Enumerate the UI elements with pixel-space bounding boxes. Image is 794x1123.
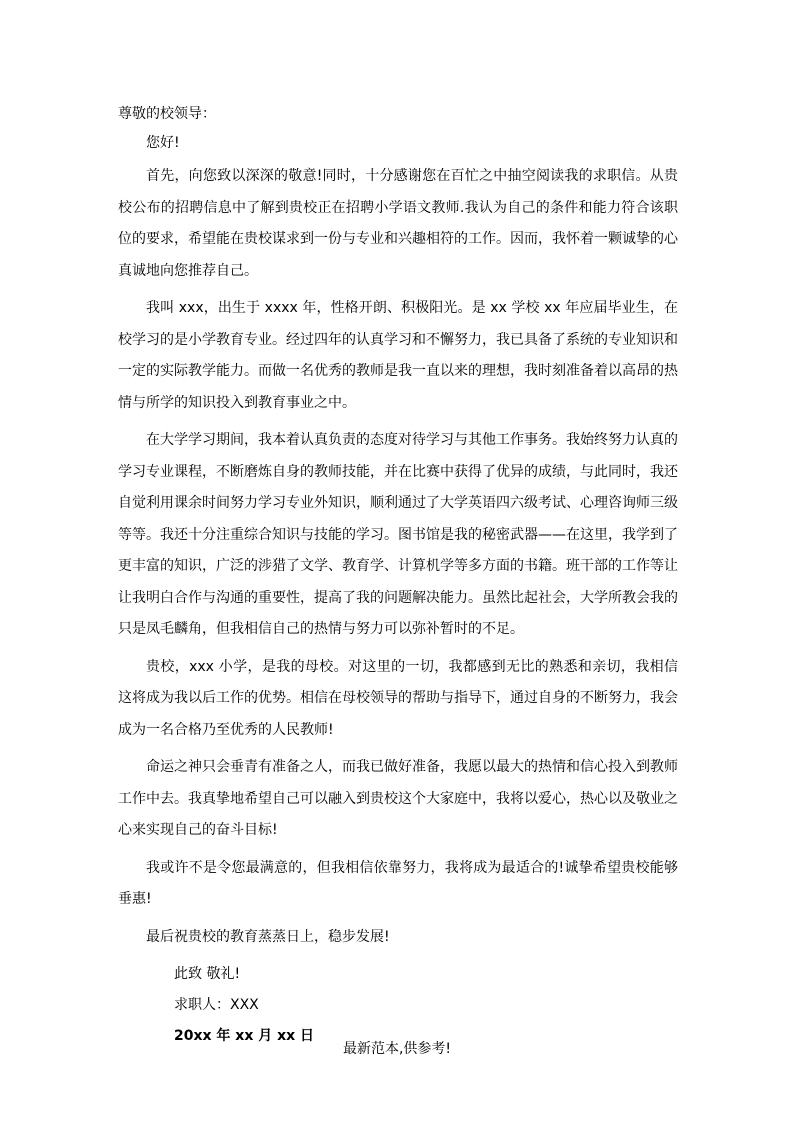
closing-regards: 此致 敬礼! [174,966,241,982]
paragraph-alma-mater: 贵校，xxx 小学，是我的母校。对这里的一切，我都感到无比的熟悉和亲切，我相信这将成为我以后工作的优势。相信在母校领导的帮助与指导下，通过自身的不断努力，我会成为一名合格乃至优秀的人民教师! [118,658,678,738]
letter-date: 20xx 年 xx 月 xx 日 [174,1028,315,1044]
signature: 求职人：XXX [174,997,259,1013]
paragraph-wishes: 最后祝贵校的教育蒸蒸日上，稳步发展! [146,928,390,945]
paragraph-background: 我叫 xxx，出生于 xxxx 年，性格开朗、积极阳光。是 xx 学校 xx 年应届毕业生，在校学习的是小学教育专业。经过四年的认真学习和不懈努力，我已具备了系统的专业知识和一定的实际教学能力。而做一名优秀的教师是我一直以来的理想，我时刻准备着以高昂的热情与所学的知识投入到教育事业之中。 [118,300,678,411]
footer-note: 最新范本,供参考! [342,1041,452,1057]
letter-body [118,101,678,1052]
paragraph-hope: 我或许不是令您最满意的，但我相信依靠努力，我将成为最适合的!诚挚希望贵校能够垂惠! [118,859,678,907]
paragraph-intro: 首先，向您致以深深的敬意!同时，十分感谢您在百忙之中抽空阅读我的求职信。从贵校公布的招聘信息中了解到贵校正在招聘小学语文教师.我认为自己的条件和能力符合该职位的要求，希望能在贵校谋求到一份与专业和兴趣相符的工作。因而，我怀着一颗诚挚的心真诚地向您推荐自己。 [118,168,678,279]
salutation: 尊敬的校领导： [118,106,216,122]
paragraph-university: 在大学学习期间，我本着认真负责的态度对待学习与其他工作事务。我始终努力认真的学习专业课程，不断磨炼自身的教师技能，并在比赛中获得了优异的成绩，与此同时，我还自觉利用课余时间努力学习专业外知识，顺利通过了大学英语四六级考试、心理咨询师三级等等。我还十分注重综合知识与技能的学习。图书馆是我的秘密武器——在这里，我学到了更丰富的知识，广泛的涉猎了文学、教育学、计算机学等多方面的书籍。班干部的工作等让让我明白合作与沟通的重要性，提高了我的问题解决能力。虽然比起社会，大学所教会我的只是凤毛麟角，但我相信自己的热情与努力可以弥补暂时的不足。 [118,432,678,637]
paragraph-preparation: 命运之神只会垂青有准备之人，而我已做好准备，我愿以最大的热情和信心投入到教师工作中去。我真挚地希望自己可以融入到贵校这个大家庭中，我将以爱心，热心以及敬业之心来实现自己的奋斗目标! [118,759,678,838]
greeting: 您好! [146,135,180,151]
